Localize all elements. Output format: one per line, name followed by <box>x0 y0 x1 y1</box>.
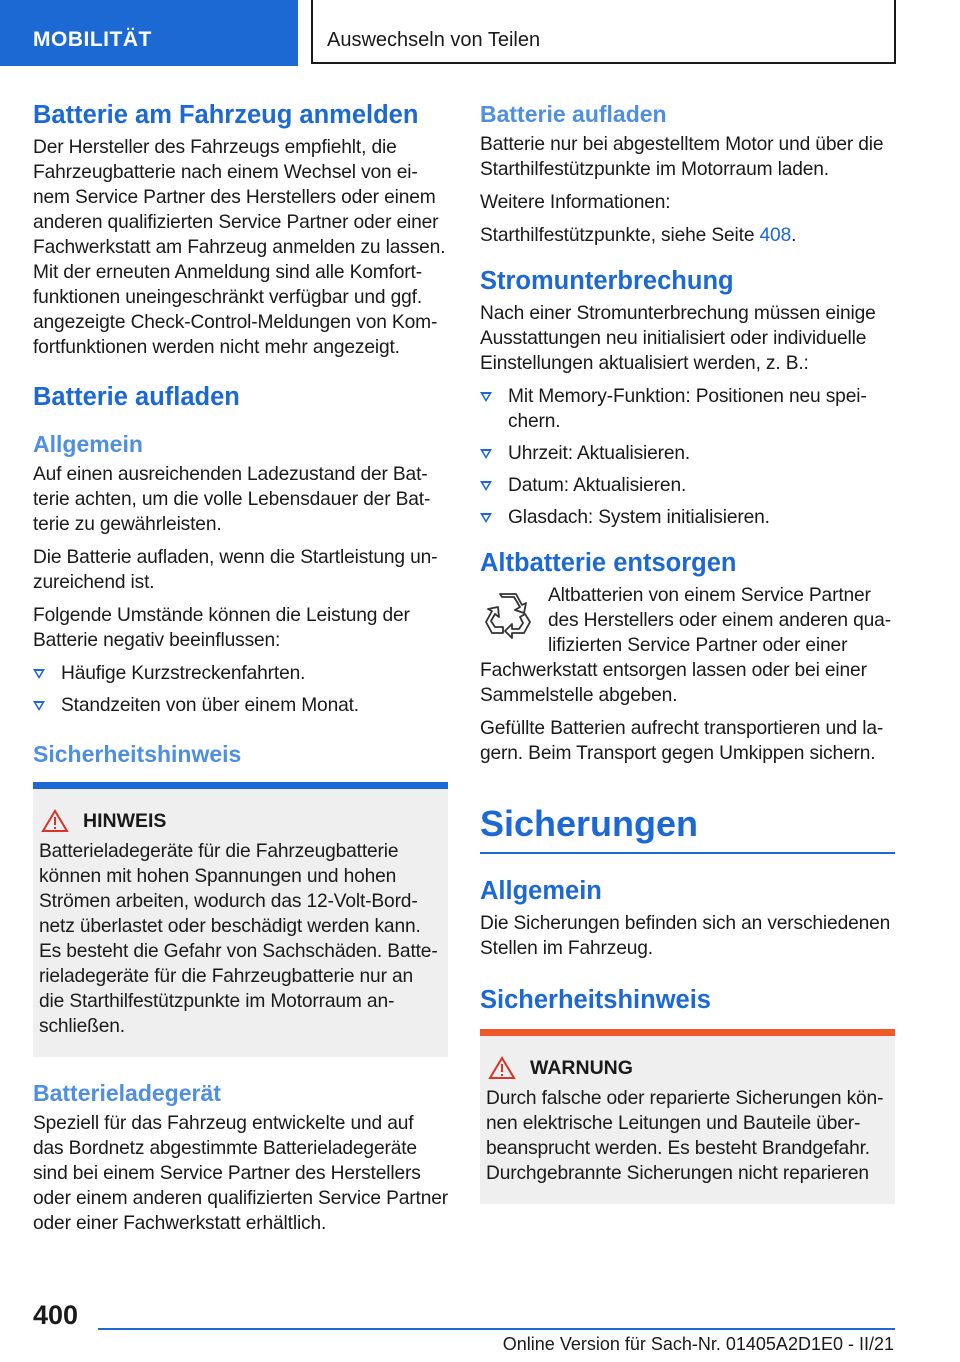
notice-box <box>33 782 448 1057</box>
chapter-title: Auswechseln von Teilen <box>311 0 896 64</box>
paragraph-charge: Batterie nur bei abgestelltem Motor und über die Starthilfestützpunkte im Motorraum laden. <box>480 134 884 180</box>
warning-triangle-icon <box>41 809 69 833</box>
list-item: Häufige Kurzstreckenfahrten. <box>33 661 448 686</box>
triangle-bullet-icon <box>480 449 492 459</box>
page-link[interactable]: 408 <box>759 225 792 246</box>
list-item: Mit Memory-Funktion: Positionen neu speichern. <box>480 384 895 434</box>
heading-charge-battery: Batterie aufladen <box>33 383 240 411</box>
list-item: Uhrzeit: Aktualisieren. <box>480 441 895 466</box>
paragraph-dispose-2: Gefüllte Batterien aufrecht transportieren und lagern. Beim Transport gegen Umkippen sichern. <box>480 718 884 764</box>
list-item: Standzeiten von über einem Monat. <box>33 693 448 718</box>
footer-text: Online Version für Sach-Nr. 01405A2D1E0 - II/21 <box>502 1334 894 1354</box>
notice-header: HINWEIS <box>39 809 442 833</box>
triangle-bullet-icon <box>480 513 492 523</box>
paragraph-more-info: Weitere Informationen: <box>480 192 671 213</box>
triangle-bullet-icon <box>480 481 492 491</box>
heading-safety-left: Sicherheitshinweis <box>33 741 242 767</box>
right-column <box>480 100 895 1204</box>
recycling-icon <box>482 589 534 641</box>
paragraph-general-1: Auf einen ausreichenden Ladezustand der Batterie achten, um die volle Lebensdauer der Batterie zu gewährleisten. <box>33 464 431 535</box>
heading-rule <box>480 852 895 854</box>
heading-safety-right: Sicherheitshinweis <box>480 986 711 1014</box>
left-column <box>33 100 448 1244</box>
warning-triangle-icon <box>488 1056 516 1080</box>
paragraph-general-2: Die Batterie aufladen, wenn die Startleistung unzureichend ist. <box>33 547 438 593</box>
list-item: Glasdach: System initialisieren. <box>480 505 895 530</box>
triangle-bullet-icon <box>33 669 45 679</box>
bullet-list-right <box>480 384 895 530</box>
paragraph-charger: Speziell für das Fahrzeug entwickelte und auf das Bordnetz abgestimmte Batterieladegeräte sind bei einem Service Partner des Herstellers oder einem anderen qualifizierten Service Partner oder einer Fachwerkstatt erhältlich. <box>33 1113 449 1234</box>
heading-register-battery: Batterie am Fahrzeug anmelden <box>33 101 419 129</box>
paragraph-general-3: Folgende Umstände können die Leistung der Batterie negativ beeinflussen: <box>33 605 410 651</box>
paragraph-fuses: Die Sicherungen befinden sich an verschiedenen Stellen im Fahrzeug. <box>480 913 891 959</box>
warning-text: Durch falsche oder reparierte Sicherungen können elektrische Leitungen und Bauteile überbeansprucht werden. Es besteht Brandgefahr. Durchgebrannte Sicherungen nicht reparieren <box>486 1088 884 1184</box>
heading-general: Allgemein <box>33 431 143 457</box>
heading-charger: Batterieladegerät <box>33 1080 221 1106</box>
paragraph-dispose: Altbatterien von einem Service Partner des Herstellers oder einem anderen qualifizierten Service Partner oder einer Fachwerkstatt entsorgen lassen oder bei einer Sammelstelle abgeben. <box>480 585 892 706</box>
heading-fuses: Sicherungen <box>480 803 699 844</box>
bullet-list-left <box>33 661 448 718</box>
page-number: 400 <box>33 1300 79 1330</box>
footer-rule <box>98 1328 895 1330</box>
triangle-bullet-icon <box>480 392 492 402</box>
heading-power-interruption: Stromunterbrechung <box>480 267 734 295</box>
paragraph-reference: Starthilfestützpunkte, siehe Seite 408. <box>480 225 797 246</box>
heading-fuses-general: Allgemein <box>480 877 602 905</box>
triangle-bullet-icon <box>33 701 45 711</box>
notice-text: Batterieladegeräte für die Fahrzeugbatterie können mit hohen Spannungen und hohen Strömen arbeiten, wodurch das 12-Volt-Bordnetz überlastet oder beschädigt werden kann. Es besteht die Gefahr von Sachschäden. Batterieladegeräte für die Fahrzeugbatterie nur an die Starthilfestützpunkte im Motorraum anschließen. <box>39 841 438 1037</box>
heading-charge-battery-right: Batterie aufladen <box>480 101 667 127</box>
warning-header: WARNUNG <box>486 1056 889 1080</box>
paragraph-power: Nach einer Stromunterbrechung müssen einige Ausstattungen neu initialisiert oder individuelle Einstellungen aktualisiert werden, z. B.: <box>480 303 876 374</box>
list-item: Datum: Aktualisieren. <box>480 473 895 498</box>
paragraph-register-battery: Der Hersteller des Fahrzeugs empfiehlt, die Fahrzeugbatterie nach einem Wechsel von einem Service Partner des Herstellers oder einem anderen qualifizierten Service Partner oder einer Fachwerkstatt am Fahrzeug anmelden zu lassen. Mit der erneuten Anmeldung sind alle Komfortfunktionen uneingeschränkt verfügbar und ggf. angezeigte Check-Control-Meldungen von Komfortfunktionen werden nicht mehr angezeigt. <box>33 137 446 358</box>
heading-dispose-battery: Altbatterie entsorgen <box>480 549 737 577</box>
warning-box <box>480 1029 895 1204</box>
section-tab: MOBILITÄT <box>0 0 298 66</box>
